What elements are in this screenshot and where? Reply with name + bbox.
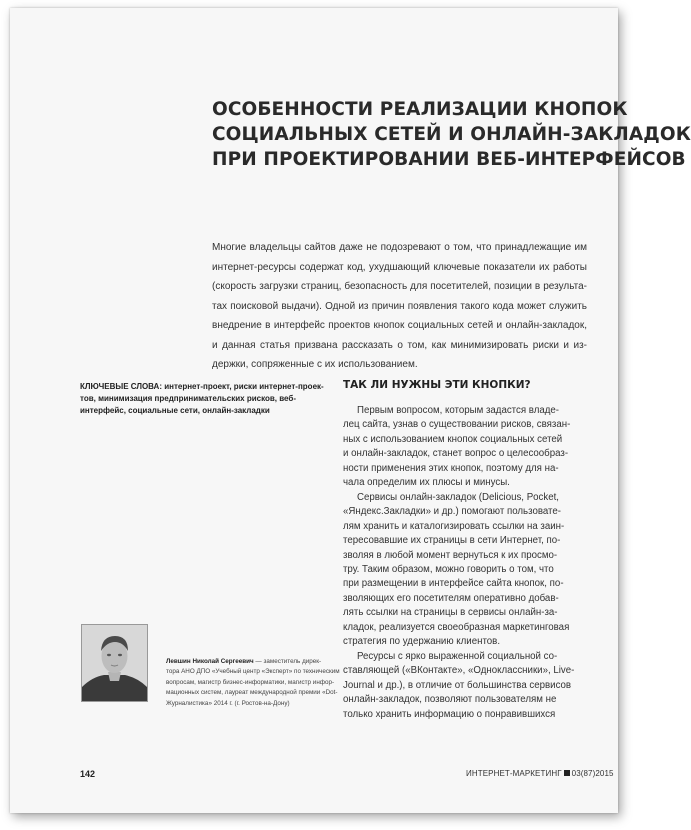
body-line: кладок, реализуется своеобразная маркетинговая [343, 621, 570, 633]
body-line: лям хранить и каталогизировать ссылки на заин- [343, 520, 565, 532]
body-line: лять ссылки на страницы в сервисы онлайн-за- [343, 607, 558, 619]
author-bio-first: — заместитель дирек- [253, 658, 322, 665]
keywords-line: интерфейс, социальные сети, онлайн-закладки [80, 406, 270, 415]
author-line: вопросам, магистр бизнес-информатики, магистр инфор- [166, 678, 335, 686]
body-line: зволяя в любой момент вернуться к их просмо- [343, 549, 558, 561]
author-line [166, 657, 336, 667]
author-line: мационных систем, лауреат международной премии «Dot- [166, 689, 338, 697]
lead-line: Многие владельцы сайтов даже не подозревают о том, что принадлежащие им [212, 242, 587, 253]
body-line: онлайн-закладок, позволяют пользователям не [343, 694, 557, 706]
author-name: Левшин Николай Сергеевич [166, 658, 254, 665]
body-line: «Яндекс.Закладки» и др.) помогают пользовате- [343, 506, 561, 518]
footer-magazine [466, 769, 614, 778]
author-info [166, 657, 340, 709]
lead-line: (скорость загрузки страниц, безопасность для посетителей, позиции в результа- [212, 281, 587, 292]
body-line: Ресурсы с ярко выраженной социальной со- [357, 650, 558, 662]
issue-number: 03(87)2015 [571, 769, 614, 778]
article-body [343, 404, 587, 722]
body-line: лец сайта, узнав о существовании рисков, связан- [343, 419, 571, 431]
body-line: стратегия по удержанию клиентов. [343, 636, 501, 648]
body-line: ных с использованием кнопок социальных сетей [343, 433, 563, 445]
body-line: Сервисы онлайн-закладок (Delicious, Pocket, [357, 491, 559, 503]
body-line: ности применения этих кнопок, поэтому для на- [343, 462, 559, 474]
square-separator-icon [564, 770, 570, 776]
section-heading: ТАК ЛИ НУЖНЫ ЭТИ КНОПКИ? [343, 379, 531, 391]
keywords-line: тов, минимизация предпринимательских рисков, веб- [80, 394, 296, 403]
article-title [212, 97, 691, 172]
body-line: чала определим их плюсы и минусы. [343, 477, 510, 489]
lead-line: держки, сопряженные с их использованием. [212, 359, 418, 370]
lead-line: внедрение в интерфейс проектов кнопок социальных сетей и онлайн-закладок, [212, 320, 587, 331]
page-number: 142 [80, 769, 96, 779]
body-line: Journal и др.), в отличие от большинства сервисов [343, 679, 572, 691]
title-line: ОСОБЕННОСТИ РЕАЛИЗАЦИИ КНОПОК [212, 99, 628, 120]
body-line: и онлайн-закладок, станет вопрос о целесообраз- [343, 448, 569, 460]
body-line: только хранить информацию о понравившихся [343, 708, 556, 720]
lead-line: интернет-ресурсы содержат код, ухудшающий ключевые показатели их работы [212, 261, 587, 273]
magazine-name: ИНТЕРНЕТ-МАРКЕТИНГ [466, 769, 562, 778]
lead-line: тах поисковой выдачи). Одной из причин появления такого кода может служить [212, 300, 587, 312]
author-line: тора АНО ДПО «Учебный центр «Эксперт» по техническим [166, 668, 340, 676]
author-photo [81, 624, 148, 702]
keywords-line: КЛЮЧЕВЫЕ СЛОВА: интернет-проект, риски интернет-проек- [80, 382, 324, 391]
body-line: Первым вопросом, которым задастся владе- [357, 405, 560, 416]
lead-line: и данная статья призвана рассказать о том, как минимизировать риски и из- [212, 339, 587, 351]
body-line: тру. Таким образом, можно говорить о том, что [343, 563, 554, 575]
body-line: ставляющей («ВКонтакте», «Одноклассники», Live- [343, 665, 575, 677]
keywords-block [80, 381, 330, 417]
body-line: при размещении в интерфейсе сайта кнопок, по- [343, 578, 564, 590]
body-line: тересовавшие их страницы в сети Интернет, по- [343, 535, 561, 547]
title-line: СОЦИАЛЬНЫХ СЕТЕЙ И ОНЛАЙН-ЗАКЛАДОК [212, 124, 691, 145]
title-line: ПРИ ПРОЕКТИРОВАНИИ ВЕБ-ИНТЕРФЕЙСОВ [212, 149, 686, 170]
body-line: зволяющих его посетителям оперативно добав- [343, 592, 559, 604]
author-line: Журналистика» 2014 г. (г. Ростов-на-Дону) [166, 699, 290, 707]
article-lead [212, 238, 587, 375]
